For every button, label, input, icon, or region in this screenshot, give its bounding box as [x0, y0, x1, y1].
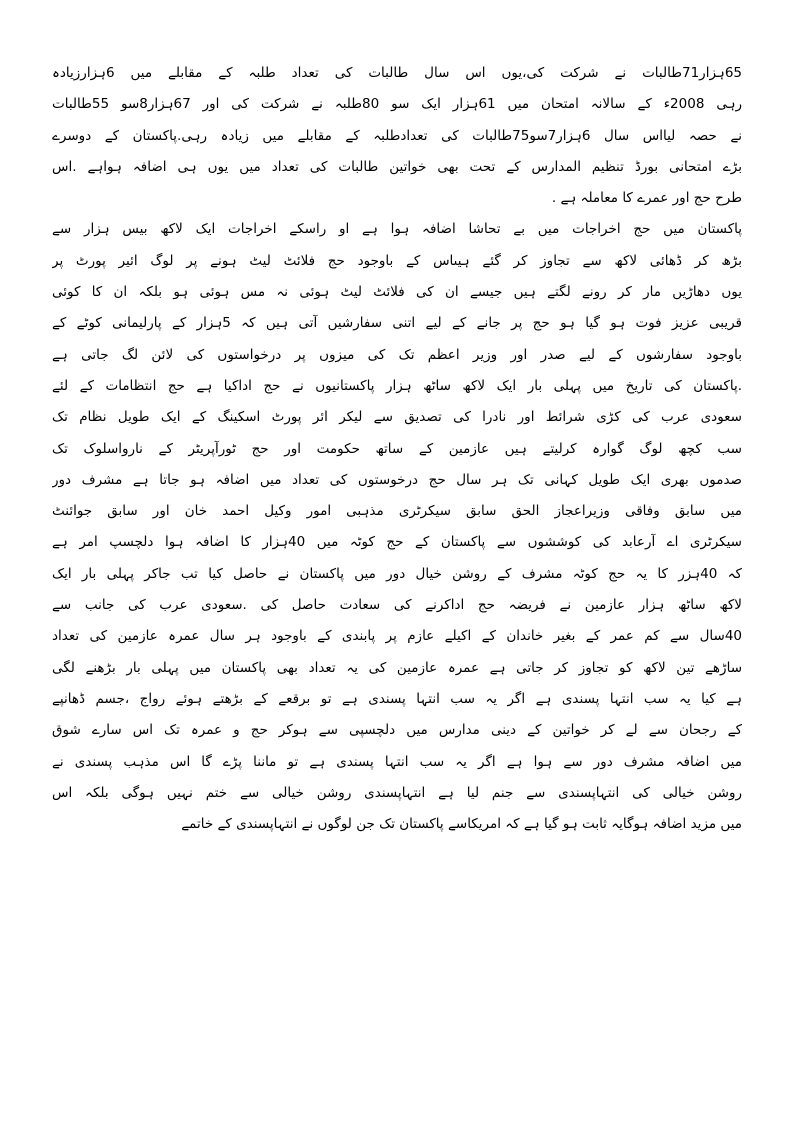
text-line: میں اضافہ مشرف دور سے ہوا ہے اگر یہ سب انتہا پسندی ہے تو ماننا پڑے گا اس مذہب پسندی نے: [52, 753, 742, 770]
text-line: سب کچھ لوگ گوارہ کرلیتے ہیں عازمین کے ساتھ حکومت اور حج ٹورآپریٹر کے نارواسلوک تک: [52, 440, 742, 457]
text-line: ساڑھے تین لاکھ کو تجاوز کر جاتی ہے عمرہ عازمین کی یہ تعداد بھی پاکستان میں پہلی بار بڑھنے لگی: [52, 659, 742, 676]
text-line: صدموں بھری ایک طویل کہانی تک ہر سال حج درخوستوں کی تعداد میں اضافہ ہو جاتا ہے مشرف دور: [52, 471, 742, 488]
text-line: لاکھ ساٹھ ہزار عازمین نے فریضہ حج اداکرنے کی سعادت حاصل کی .سعودی عرب کی جانب سے: [52, 597, 742, 614]
text-line: یوں دھاڑیں مار کر رونے لگتے ہیں جیسے ان کی فلائٹ لیٹ ہوئی نہ مس ہوئی ہو بلکہ ان کا کوئی: [52, 284, 742, 301]
text-line: 65ہزار71طالبات نے شرکت کی،یوں اس سال طالبات کی تعداد طلبہ کے مقابلے میں 6ہزارزیادہ: [52, 65, 742, 81]
text-line: سیکرٹری اے آرعابد کی کوششوں سے پاکستان کے حج کوٹہ میں 40ہزار کا اضافہ ہوا دلچسپ امر ہے: [52, 534, 742, 551]
text-line: پاکستان میں حج اخراجات میں بے تحاشا اضافہ ہوا ہے او راسکے اخراجات ایک لاکھ بیس ہزار سے: [52, 221, 742, 238]
text-line: 40سال سے کم عمر کے بغیر خاندان کے اکیلے عازم پر پابندی کے باوجود ہر سال عمرہ عازمین کی تعداد: [52, 628, 742, 645]
document-body-text: [52, 58, 742, 840]
text-line: طرح حج اور عمرے کا معاملہ ہے .: [551, 190, 742, 207]
text-line: روشن خیالی کی انتہاپسندی سے جنم لیا ہے انتہاپسندی روشن خیالی سے ختم نہیں ہوگی بلکہ اس: [52, 784, 742, 801]
text-line: نے حصہ لیااس سال 6ہزار7سو75طالبات کی تعدادطلبہ کے مقابلے میں زیادہ رہی.پاکستان کے دوسرے: [52, 127, 742, 144]
text-line: بڑھ کر ڈھائی لاکھ سے تجاوز کر گئے ہیںاس کے باوجود حج فلائٹ لیٹ ہونے پر لوگ ائیر پورٹ پر: [52, 252, 742, 269]
text-line: بڑے امتحانی بورڈ تنظیم المدارس کے تحت بھی خواتین طالبات کی تعداد میں یوں ہی اضافہ ہواہے .اس: [52, 158, 742, 175]
text-line: میں مزید اضافہ ہوگایہ ثابت ہو گیا ہے کہ امریکاسے پاکستان تک جن لوگوں نے انتہاپسندی کے خاتمے: [181, 816, 742, 833]
text-line: کہ 40ہزر کا یہ حج کوٹہ مشرف کے روشن خیال دور میں پاکستان نے حاصل کیا تب جاکر پہلی بار ایک: [52, 565, 742, 582]
text-line: باوجود سفارشوں کے لیے صدر اور وزیر اعظم تک کی میزوں پر درخواستوں کی لائن لگ جاتی ہے: [52, 346, 742, 363]
text-line: ہے کیا یہ سب انتہا پسندی ہے اگر یہ سب انتہا پسندی ہے تو برقعے کے بڑھتے ہوئے رواج ،جسم ڈھانپے: [52, 690, 742, 707]
text-line: سعودی عرب کی کڑی شرائط اور نادرا کی تصدیق سے لیکر ائر پورٹ اسکینگ کے ایک طویل نظام تک: [52, 409, 742, 426]
text-line: میں سابق وفاقی وزیراعجاز الحق سابق سیکرٹری مذہبی امور وکیل احمد خان اور سابق جوائنٹ: [52, 503, 742, 520]
text-line: قریبی عزیز فوت ہو گیا ہو حج پر جانے کے لیے اتنی سفارشیں آتی ہیں کہ 5ہزار کے پارلیمانی کوٹے کے: [52, 315, 742, 332]
text-line: رہی 2008ء کے سالانہ امتحان میں 61ہزار ایک سو 80طلبہ نے شرکت کی اور 67ہزار8سو 55طالبات: [52, 96, 742, 113]
text-line: .پاکستان کی تاریخ میں پہلی بار ایک لاکھ ساٹھ ہزار پاکستانیوں نے حج اداکیا ہے حج انتظامات کے لئے: [52, 377, 742, 394]
text-line: کے رجحان سے لے کر خواتین کے دینی مدارس میں دلچسپی سے ہوکر حج و عمرہ تک اس سارے شوق: [52, 722, 742, 739]
